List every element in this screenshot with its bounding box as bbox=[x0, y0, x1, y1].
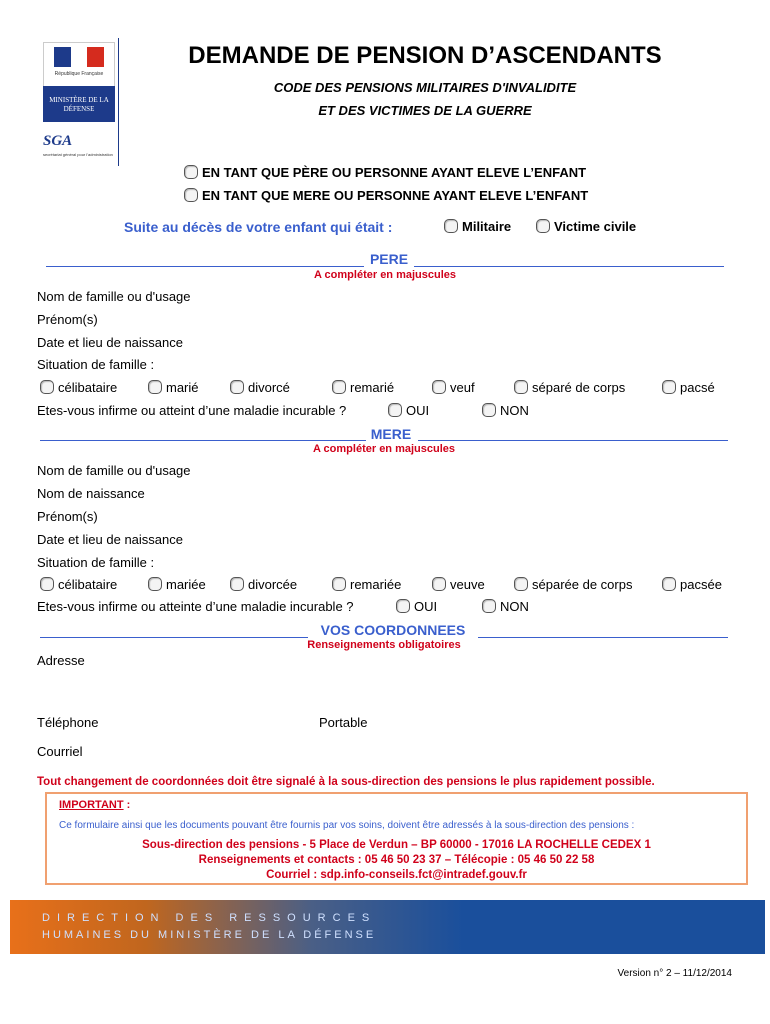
mere-situation-remariee[interactable]: remariée bbox=[332, 577, 401, 592]
mere-situation-separee[interactable]: séparée de corps bbox=[514, 577, 632, 592]
mere-field-nom: Nom de famille ou d'usage bbox=[37, 463, 191, 478]
portable-label: Portable bbox=[319, 715, 368, 730]
ministry-logo bbox=[38, 38, 120, 166]
logo-ministry-box bbox=[43, 86, 115, 122]
pere-field-naissance: Date et lieu de naissance bbox=[37, 335, 183, 350]
pere-situation-remarie[interactable]: remarié bbox=[332, 380, 394, 395]
mere-section-title: MERE bbox=[370, 426, 412, 442]
coord-line-left bbox=[40, 637, 308, 638]
checkbox[interactable] bbox=[230, 577, 244, 591]
adresse-label: Adresse bbox=[37, 653, 85, 668]
mere-line-right bbox=[418, 440, 728, 441]
checkbox[interactable] bbox=[662, 380, 676, 394]
pere-field-situation: Situation de famille : bbox=[37, 357, 155, 372]
pere-infirme-non[interactable]: NON bbox=[482, 403, 529, 418]
sga-sub: secrétariat général pour l'administration bbox=[43, 152, 113, 157]
courriel-label: Courriel bbox=[37, 744, 83, 759]
pere-subtitle: A compléter en majuscules bbox=[313, 269, 457, 281]
important-line-1: Sous-direction des pensions - 5 Place de Verdun – BP 60000 - 17016 LA ROCHELLE CEDEX 1 bbox=[142, 839, 651, 851]
flag-icon bbox=[54, 47, 104, 67]
role-option-pere[interactable]: EN TANT QUE PÈRE OU PERSONNE AYANT ELEVE L’ENFANT bbox=[184, 165, 586, 180]
checkbox[interactable] bbox=[332, 380, 346, 394]
pere-situation-separe[interactable]: séparé de corps bbox=[514, 380, 625, 395]
important-line-2: Renseignements et contacts : 05 46 50 23 37 – Télécopie : 05 46 50 22 58 bbox=[198, 854, 595, 866]
mere-situation-pacsee[interactable]: pacsée bbox=[662, 577, 722, 592]
logo-divider bbox=[118, 38, 119, 166]
important-label-row: IMPORTANT : bbox=[59, 799, 131, 811]
important-intro: Ce formulaire ainsi que les documents pouvant être fournis par vos soins, doivent être adressés à la sous-direction des pensions : bbox=[59, 820, 635, 831]
pere-infirme-oui[interactable]: OUI bbox=[388, 403, 429, 418]
pere-situation-veuf[interactable]: veuf bbox=[432, 380, 475, 395]
checkbox[interactable] bbox=[482, 403, 496, 417]
checkbox[interactable] bbox=[184, 165, 198, 179]
deces-label: Suite au décès de votre enfant qui était : bbox=[124, 219, 393, 235]
coord-line-right bbox=[478, 637, 728, 638]
mere-situation-mariee[interactable]: mariée bbox=[148, 577, 206, 592]
mere-infirme-non[interactable]: NON bbox=[482, 599, 529, 614]
coord-section-title: VOS COORDONNEES bbox=[320, 622, 466, 638]
sga-text: SGA bbox=[43, 133, 73, 149]
subtitle-2: ET DES VICTIMES DE LA GUERRE bbox=[318, 103, 532, 118]
role-option-mere[interactable]: EN TANT QUE MERE OU PERSONNE AYANT ELEVE L’ENFANT bbox=[184, 188, 588, 203]
mere-line-left bbox=[40, 440, 366, 441]
checkbox[interactable] bbox=[40, 380, 54, 394]
ministry-text: MINISTÈRE DE LA DÉFENSE bbox=[49, 96, 109, 113]
mere-subtitle: A compléter en majuscules bbox=[312, 443, 456, 455]
mere-situation-divorcee[interactable]: divorcée bbox=[230, 577, 297, 592]
checkbox[interactable] bbox=[514, 380, 528, 394]
mere-field-nom-naissance: Nom de naissance bbox=[37, 486, 145, 501]
telephone-label: Téléphone bbox=[37, 715, 99, 730]
checkbox[interactable] bbox=[148, 577, 162, 591]
drh-banner bbox=[10, 900, 765, 954]
mere-field-situation: Situation de famille : bbox=[37, 555, 155, 570]
mere-infirme-oui[interactable]: OUI bbox=[396, 599, 437, 614]
important-label: IMPORTANT bbox=[59, 799, 124, 811]
pere-line-left bbox=[46, 266, 364, 267]
checkbox[interactable] bbox=[662, 577, 676, 591]
coord-subtitle: Renseignements obligatoires bbox=[307, 639, 461, 651]
banner-line-2: HUMAINES DU MINISTÈRE DE LA DÉFENSE bbox=[42, 929, 377, 941]
coord-warning: Tout changement de coordonnées doit être signalé à la sous-direction des pensions le plus rapidement possible. bbox=[37, 776, 655, 788]
mere-situation-veuve[interactable]: veuve bbox=[432, 577, 485, 592]
logo-top-box bbox=[43, 42, 115, 88]
pere-field-prenom: Prénom(s) bbox=[37, 312, 98, 327]
pere-infirme-question: Etes-vous infirme ou atteint d’une maladie incurable ? bbox=[37, 403, 347, 418]
pere-field-nom: Nom de famille ou d'usage bbox=[37, 289, 191, 304]
checkbox[interactable] bbox=[444, 219, 458, 233]
checkbox[interactable] bbox=[432, 577, 446, 591]
rf-text: République Française bbox=[54, 71, 104, 77]
deces-option-victime-civile[interactable]: Victime civile bbox=[536, 219, 636, 234]
pere-situation-marie[interactable]: marié bbox=[148, 380, 199, 395]
checkbox[interactable] bbox=[482, 599, 496, 613]
deces-option-militaire[interactable]: Militaire bbox=[444, 219, 511, 234]
checkbox[interactable] bbox=[396, 599, 410, 613]
checkbox[interactable] bbox=[184, 188, 198, 202]
page-title: DEMANDE DE PENSION D’ASCENDANTS bbox=[188, 42, 662, 69]
checkbox[interactable] bbox=[40, 577, 54, 591]
checkbox[interactable] bbox=[332, 577, 346, 591]
checkbox[interactable] bbox=[230, 380, 244, 394]
mere-field-naissance: Date et lieu de naissance bbox=[37, 532, 183, 547]
sga-logo bbox=[43, 132, 118, 162]
mere-infirme-question: Etes-vous infirme ou atteinte d’une maladie incurable ? bbox=[37, 599, 354, 614]
checkbox[interactable] bbox=[514, 577, 528, 591]
important-box bbox=[45, 792, 748, 885]
checkbox[interactable] bbox=[536, 219, 550, 233]
checkbox[interactable] bbox=[148, 380, 162, 394]
mere-situation-celibataire[interactable]: célibataire bbox=[40, 577, 117, 592]
pere-situation-pacse[interactable]: pacsé bbox=[662, 380, 715, 395]
subtitle-1: CODE DES PENSIONS MILITAIRES D'INVALIDITE bbox=[273, 80, 577, 95]
pere-section-title: PERE bbox=[369, 251, 409, 267]
pere-situation-celibataire[interactable]: célibataire bbox=[40, 380, 117, 395]
banner-line-1: DIRECTION DES RESSOURCES bbox=[42, 912, 377, 924]
version-text: Version n° 2 – 11/12/2014 bbox=[617, 968, 732, 979]
checkbox[interactable] bbox=[432, 380, 446, 394]
important-line-3: Courriel : sdp.info-conseils.fct@intradef.gouv.fr bbox=[266, 869, 527, 881]
checkbox[interactable] bbox=[388, 403, 402, 417]
pere-line-right bbox=[414, 266, 724, 267]
pere-situation-divorce[interactable]: divorcé bbox=[230, 380, 290, 395]
mere-field-prenom: Prénom(s) bbox=[37, 509, 98, 524]
